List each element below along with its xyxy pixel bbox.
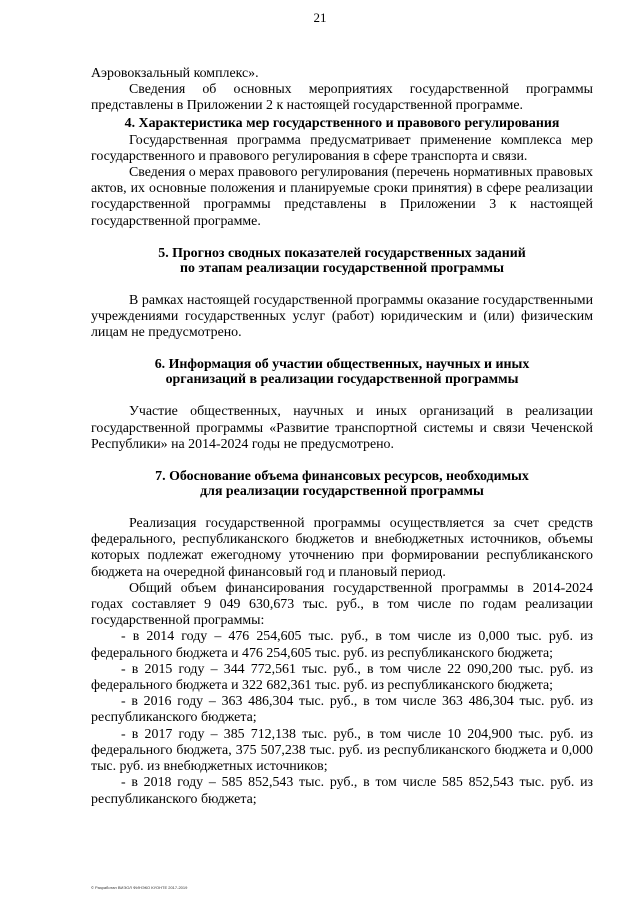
paragraph: Участие общественных, научных и иных организаций в реализации государственной программы «Развитие транспортной системы и связи Чеченской Республики» на 2014-2024 годы не предусмотрено. <box>91 404 593 452</box>
page-number: 21 <box>313 10 327 25</box>
section-7-heading-line1: 7. Обоснование объема финансовых ресурсов, необходимых <box>155 469 529 485</box>
section-6-heading <box>91 357 593 387</box>
paragraph: В рамках настоящей государственной программы оказание государственными учреждениями государственных услуг (работ) юридическим и (или) физическим лицам не предусмотрено. <box>91 292 593 341</box>
section-7-heading-line2: для реализации государственной программы <box>200 484 484 500</box>
funding-list-item: - в 2017 году – 385 712,138 тыс. руб., в том числе 10 204,900 тыс. руб. из федерального бюджета, 375 507,238 тыс. руб. из республиканского бюджета и 0,000 тыс. руб. из внебюджетных источников; <box>91 726 593 775</box>
funding-list-item: - в 2016 году – 363 486,304 тыс. руб., в том числе 363 486,304 тыс. руб. из республиканского бюджета; <box>91 694 593 726</box>
section-4-heading: 4. Характеристика мер государственного и правового регулирования <box>124 115 560 131</box>
section-5-heading-line2: по этапам реализации государственной программы <box>180 260 504 276</box>
funding-list-item: - в 2015 году – 344 772,561 тыс. руб., в том числе 22 090,200 тыс. руб. из федерального бюджета и 322 682,361 тыс. руб. из республиканского бюджета; <box>91 661 593 694</box>
section-5-heading-line1: 5. Прогноз сводных показателей государственных заданий <box>158 245 526 261</box>
document-body <box>91 66 593 808</box>
section-5-heading <box>91 246 593 276</box>
paragraph: Государственная программа предусматривает применение комплекса мер государственного и правового регулирования в сфере транспорта и связи. <box>91 132 593 164</box>
section-6-heading-line1: 6. Информация об участии общественных, научных и иных <box>154 357 530 373</box>
paragraph: Реализация государственной программы осуществляется за счет средств федерального, республиканского бюджетов и внебюджетных источников, объемы которых подлежат ежегодному уточнению при формировании республиканского бюджета на очередной финансовый год и плановый период. <box>91 516 593 580</box>
funding-list-item: - в 2014 году – 476 254,605 тыс. руб., в том числе из 0,000 тыс. руб. из федерального бюджета и 476 254,605 тыс. руб. из республиканского бюджета; <box>91 629 593 661</box>
section-6-heading-line2: организаций в реализации государственной программы <box>165 372 519 388</box>
section-7-heading <box>91 469 593 499</box>
funding-list-item: - в 2018 году – 585 852,543 тыс. руб., в том числе 585 852,543 тыс. руб. из республиканского бюджета; <box>91 775 593 807</box>
paragraph: Общий объем финансирования государственной программы в 2014-2024 годах составляет 9 049 630,673 тыс. руб., в том числе по годам реализации государственной программы: <box>91 580 593 629</box>
paragraph: Сведения об основных мероприятиях государственной программы представлены в Приложении 2 к настоящей государственной программе. <box>91 82 593 114</box>
paragraph: Сведения о мерах правового регулирования (перечень нормативных правовых актов, их основные положения и планируемые сроки принятия) в сфере реализации государственной программы представлены в Приложении 3 к настоящей государственной программе. <box>91 165 593 229</box>
paragraph-continuation: Аэровокзальный комплекс». <box>91 66 259 81</box>
footer-note: © Разработан ВИЭОЛ ФИНЭКО КУОНТЕ 2017-2019 <box>91 885 188 890</box>
